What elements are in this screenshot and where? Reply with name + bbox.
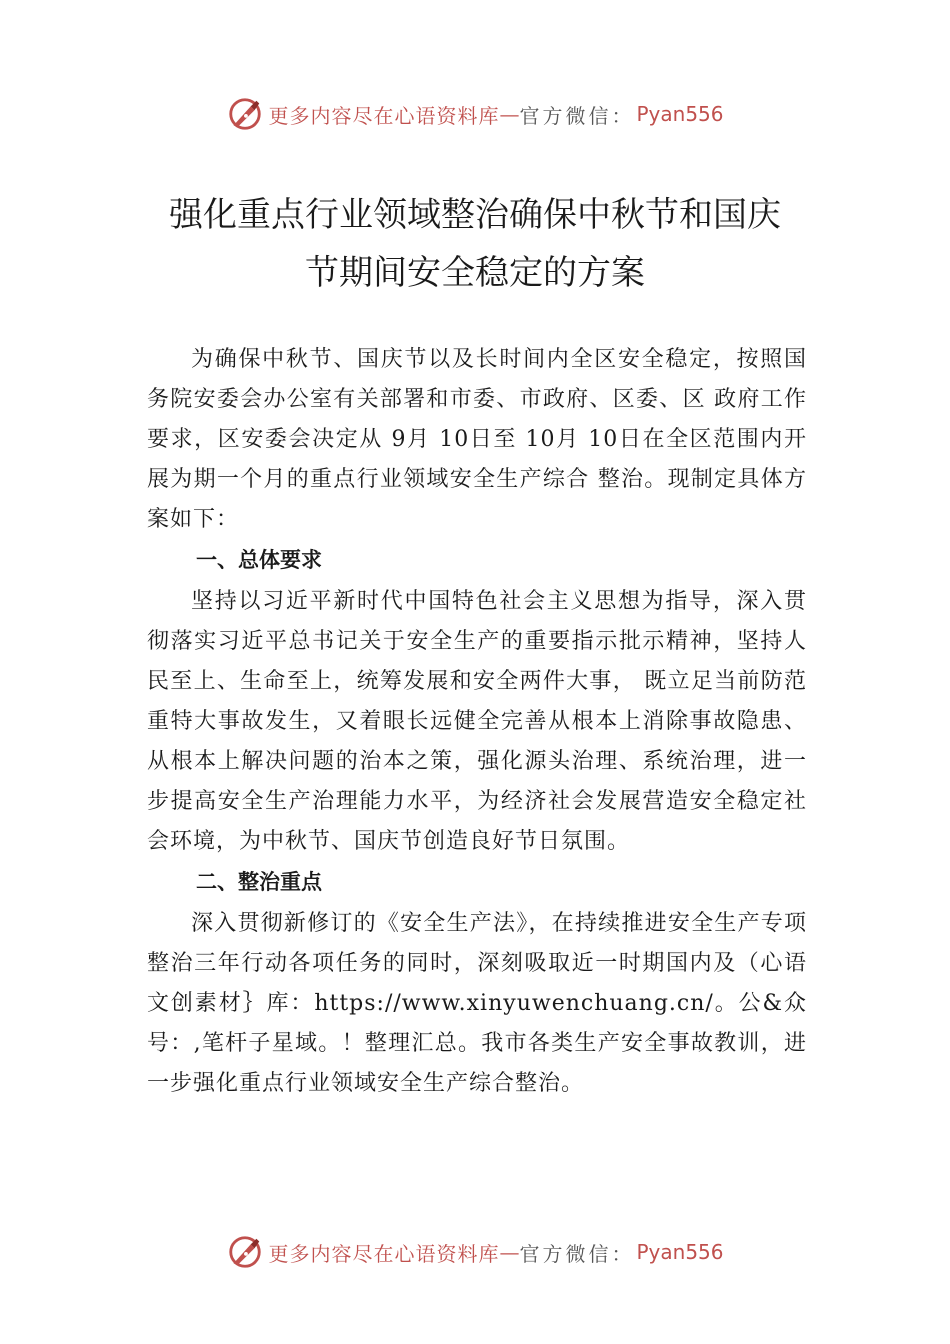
section-heading-2: 二、整治重点 bbox=[196, 870, 322, 894]
banner-wechat-label: 官方微信： bbox=[519, 103, 635, 128]
banner-wechat-id: Pyan556 bbox=[636, 102, 724, 126]
banner-text: 更多内容尽在心语资料库 bbox=[268, 1241, 500, 1266]
banner-dash: — bbox=[499, 102, 520, 126]
title-line-1: 强化重点行业领域整治确保中秋节和国庆 bbox=[169, 195, 781, 235]
pen-nib-logo-icon bbox=[226, 95, 264, 133]
banner-dash: — bbox=[499, 1240, 520, 1264]
section-heading-1: 一、总体要求 bbox=[196, 548, 322, 572]
section-body-2: 深入贯彻新修订的《安全生产法》，在持续推进安全生产专项整治三年行动各项任务的同时，深刻吸取近一时期国内及（心语文创素材｝库：https://www.xinyuwenchuang.cn/。公&众号：,笔杆子星域。！整理汇总。我市各类生产安全事故教训，进一步强化重点行业领域安全生产综合整治。 bbox=[147, 911, 807, 1096]
document-title bbox=[80, 186, 870, 302]
footer-watermark-banner bbox=[0, 1232, 950, 1272]
section-body-1: 坚持以习近平新时代中国特色社会主义思想为指导，深入贯彻落实习近平总书记关于安全生产的重要指示批示精神，坚持人民至上、生命至上，统筹发展和安全两件大事， 既立足当前防范重特大事故发生，又着眼长远健全完善从根本上消除事故隐患、从根本上解决问题的治本之策，强化源头治理、系统治理，进一步提高安全生产治理能力水平，为经济社会发展营造安全稳定社会环境，为中秋节、国庆节创造良好节日氛围。 bbox=[147, 589, 807, 854]
intro-paragraph: 为确保中秋节、国庆节以及长时间内全区安全稳定，按照国务院安委会办公室有关部署和市委、市政府、区委、区 政府工作要求，区安委会决定从 9月 10日至 10月 10日在全区范围内开展为期一个月的重点行业领域安全生产综合 整治。现制定具体方案如下： bbox=[147, 347, 807, 532]
banner-text: 更多内容尽在心语资料库 bbox=[268, 103, 500, 128]
document-body bbox=[147, 340, 807, 1104]
banner-wechat-id: Pyan556 bbox=[636, 1240, 724, 1264]
pen-nib-logo-icon bbox=[226, 1233, 264, 1271]
banner-wechat-label: 官方微信： bbox=[519, 1241, 635, 1266]
header-watermark-banner bbox=[0, 94, 950, 134]
title-line-2: 节期间安全稳定的方案 bbox=[305, 253, 645, 293]
